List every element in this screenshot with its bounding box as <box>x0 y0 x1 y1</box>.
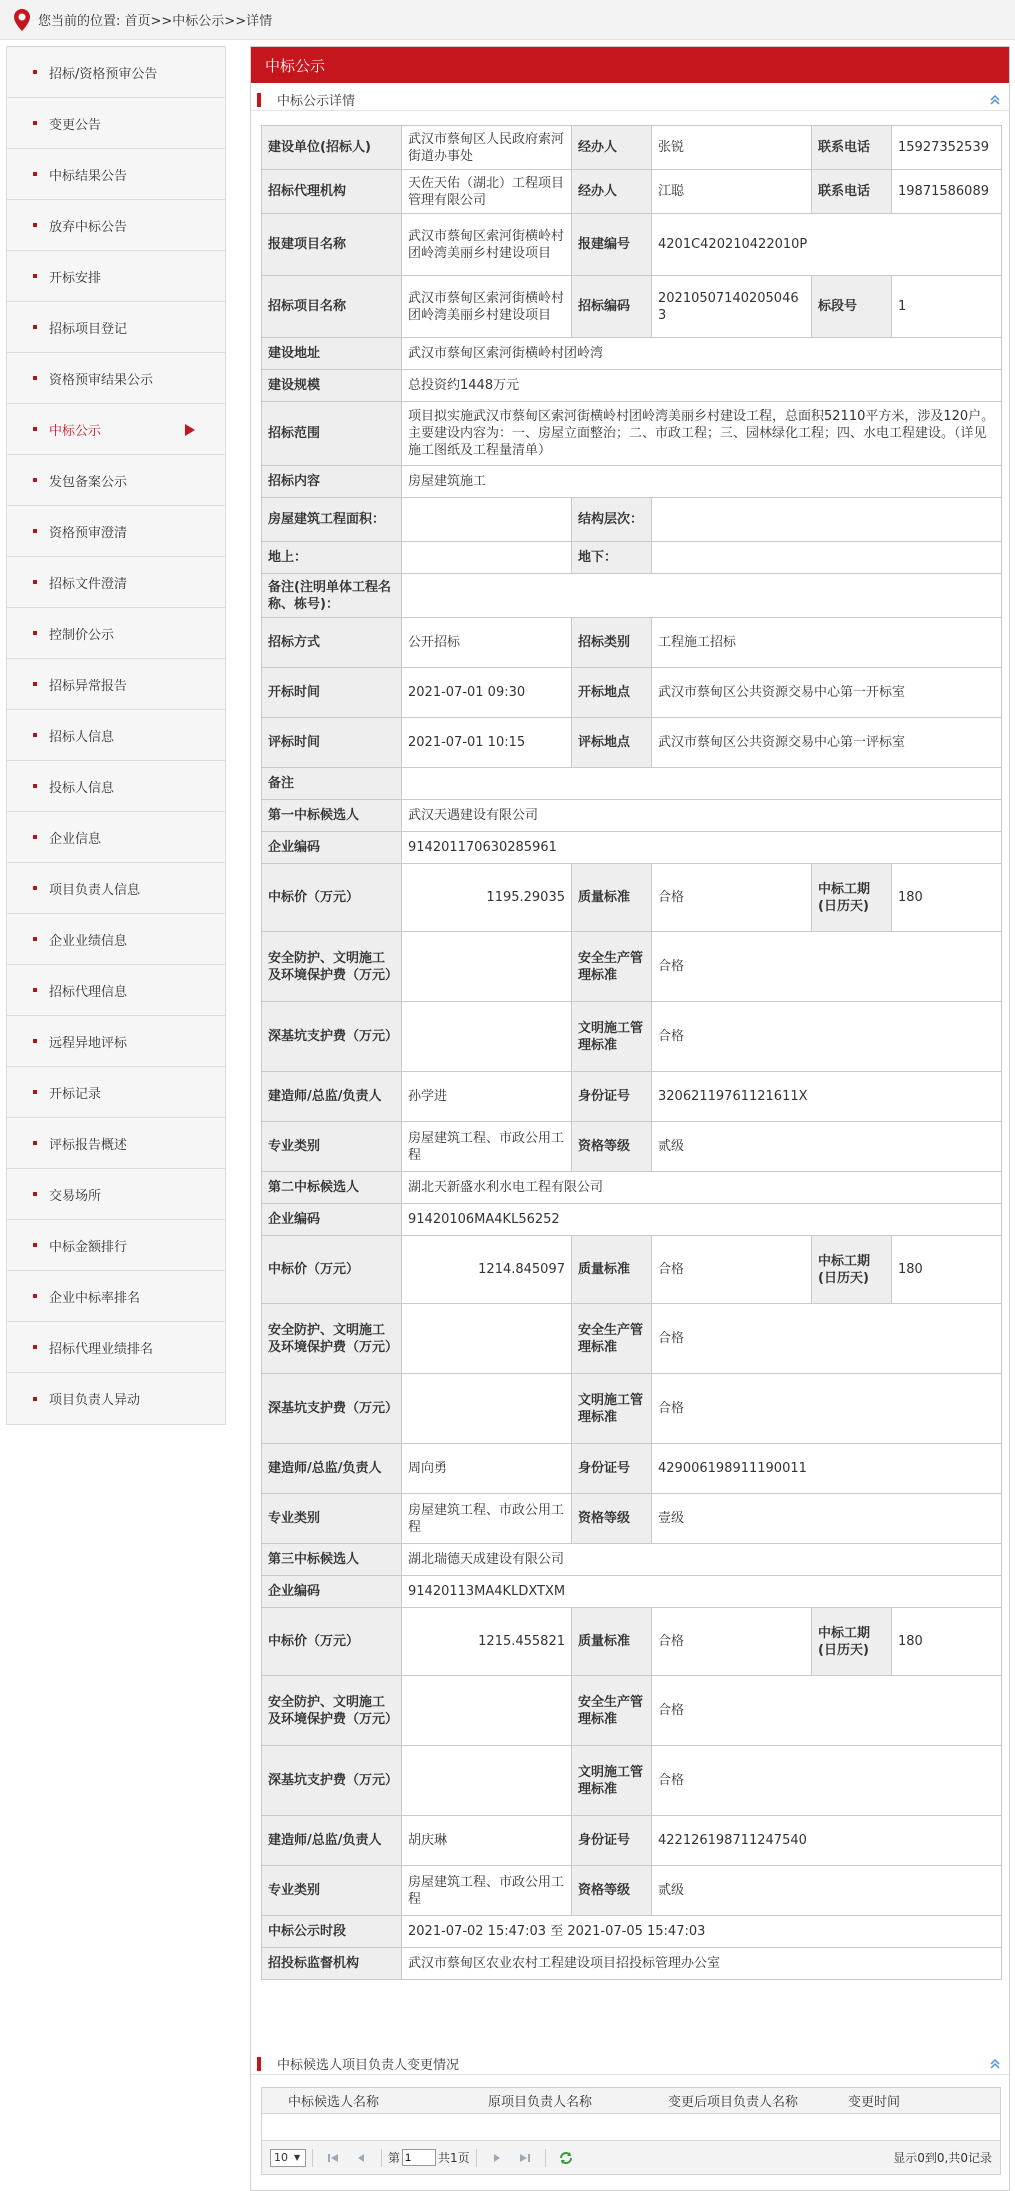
table-row <box>262 1002 1002 1072</box>
field-label: 身份证号 <box>572 1816 652 1866</box>
divider <box>381 2149 382 2167</box>
pagination-bar <box>262 2140 1000 2174</box>
field-value: 湖北天新盛水利水电工程有限公司 <box>402 1172 1002 1204</box>
field-value <box>402 542 572 574</box>
field-label: 中标工期(日历天) <box>812 1608 892 1676</box>
field-label: 标段号 <box>812 276 892 338</box>
field-label: 企业编码 <box>262 832 402 864</box>
field-value: 武汉市蔡甸区农业农村工程建设项目招投标管理办公室 <box>402 1948 1002 1980</box>
page-size-value: 10 <box>274 2151 288 2164</box>
field-value: 1214.845097 <box>402 1236 572 1304</box>
field-label: 身份证号 <box>572 1444 652 1494</box>
sidebar-item-label: 资格预审结果公示 <box>49 372 154 388</box>
field-label: 专业类别 <box>262 1494 402 1544</box>
collapse-chevron-icon[interactable] <box>989 94 1001 106</box>
field-label: 建设地址 <box>262 338 402 370</box>
field-label: 招投标监督机构 <box>262 1948 402 1980</box>
record-summary: 显示0到0,共0记录 <box>893 2151 992 2165</box>
table-row <box>262 1948 1002 1980</box>
field-value: 江聪 <box>652 170 812 214</box>
sidebar-item-label: 招标项目登记 <box>49 321 128 337</box>
table-row <box>262 718 1002 768</box>
field-label: 建设规模 <box>262 370 402 402</box>
sidebar-item-label: 企业信息 <box>49 831 102 847</box>
sidebar-item[interactable] <box>7 710 225 761</box>
field-label: 招标方式 <box>262 618 402 668</box>
field-label: 结构层次： <box>572 498 652 542</box>
table-row <box>262 1304 1002 1374</box>
table-row <box>262 214 1002 276</box>
detail-table <box>261 125 1002 1980</box>
field-value: 合格 <box>652 1746 1002 1816</box>
table-row <box>262 1494 1002 1544</box>
refresh-icon[interactable] <box>558 2150 574 2166</box>
bullet-icon <box>33 1090 37 1094</box>
bullet-icon <box>33 1345 37 1349</box>
table-row <box>262 402 1002 466</box>
sidebar-item-label: 投标人信息 <box>49 780 115 796</box>
bullet-icon <box>33 733 37 737</box>
table-row <box>262 1746 1002 1816</box>
field-value: 4201C420210422010P <box>652 214 1002 276</box>
bullet-icon <box>33 478 37 482</box>
page-title: 中标公示 <box>251 47 1009 83</box>
sidebar-item[interactable] <box>7 1169 225 1220</box>
field-label: 建造师/总监/负责人 <box>262 1444 402 1494</box>
sidebar-item-label: 发包备案公示 <box>49 474 128 490</box>
field-value <box>402 1374 572 1444</box>
field-value: 202105071402050463 <box>652 276 812 338</box>
field-value: 91420106MA4KL56252 <box>402 1204 1002 1236</box>
field-label: 备注 <box>262 768 402 800</box>
field-label: 报建编号 <box>572 214 652 276</box>
table-row <box>262 542 1002 574</box>
sidebar-item[interactable] <box>7 1067 225 1118</box>
sidebar-item-label: 企业中标率排名 <box>49 1290 141 1306</box>
field-label: 开标时间 <box>262 668 402 718</box>
field-value: 180 <box>892 1236 1002 1304</box>
bullet-icon <box>33 580 37 584</box>
table-row <box>262 276 1002 338</box>
field-value: 武汉市蔡甸区公共资源交易中心第一评标室 <box>652 718 1002 768</box>
table-row <box>262 1236 1002 1304</box>
table-row <box>262 800 1002 832</box>
sidebar-item-label: 招标代理信息 <box>49 984 128 1000</box>
sidebar-item-label: 远程异地评标 <box>49 1035 128 1051</box>
sidebar-item-label: 放弃中标公告 <box>49 219 128 235</box>
table-row <box>262 1916 1002 1948</box>
bullet-icon <box>33 1294 37 1298</box>
column-header: 变更后项目负责人名称 <box>668 2095 799 2110</box>
table-row <box>262 574 1002 618</box>
field-value: 武汉天遇建设有限公司 <box>402 800 1002 832</box>
field-value: 房屋建筑工程、市政公用工程 <box>402 1122 572 1172</box>
field-label: 安全防护、文明施工及环境保护费（万元） <box>262 1676 402 1746</box>
field-value <box>402 1746 572 1816</box>
field-value: 张锐 <box>652 126 812 170</box>
field-value: 合格 <box>652 1374 1002 1444</box>
sidebar-item[interactable] <box>7 863 225 914</box>
field-label: 中标价（万元） <box>262 864 402 932</box>
field-label: 文明施工管理标准 <box>572 1746 652 1816</box>
bullet-icon <box>33 988 37 992</box>
sidebar-item[interactable] <box>7 965 225 1016</box>
field-value: 合格 <box>652 1608 812 1676</box>
field-label: 安全生产管理标准 <box>572 1676 652 1746</box>
field-value: 贰级 <box>652 1866 1002 1916</box>
field-value <box>652 542 1002 574</box>
main-panel <box>250 46 1010 2191</box>
column-header: 中标候选人名称 <box>288 2095 380 2110</box>
column-header: 原项目负责人名称 <box>488 2095 593 2110</box>
field-label: 质量标准 <box>572 1608 652 1676</box>
sidebar-item-label: 开标记录 <box>49 1086 102 1102</box>
field-label: 招标内容 <box>262 466 402 498</box>
field-label: 招标代理机构 <box>262 170 402 214</box>
field-value: 2021-07-01 09:30 <box>402 668 572 718</box>
sidebar-item[interactable] <box>7 404 225 455</box>
table-row <box>262 932 1002 1002</box>
field-value: 1 <box>892 276 1002 338</box>
bullet-icon <box>33 172 37 176</box>
field-value <box>652 498 1002 542</box>
table-row <box>262 618 1002 668</box>
column-header: 变更时间 <box>848 2095 901 2110</box>
field-value: 91420113MA4KLDXTXM <box>402 1576 1002 1608</box>
table-row <box>262 1204 1002 1236</box>
table-row <box>262 370 1002 402</box>
sidebar-item-label: 评标报告概述 <box>49 1137 128 1153</box>
table-row <box>262 1816 1002 1866</box>
sidebar-item-label: 项目负责人信息 <box>49 882 141 898</box>
field-label: 专业类别 <box>262 1122 402 1172</box>
field-value <box>402 1002 572 1072</box>
section-header-detail <box>251 89 1009 111</box>
field-label: 身份证号 <box>572 1072 652 1122</box>
location-pin-icon <box>12 8 32 32</box>
field-value: 2021-07-02 15:47:03 至 2021-07-05 15:47:03 <box>402 1916 1002 1948</box>
collapse-chevron-icon[interactable] <box>989 2058 1001 2070</box>
divider <box>312 2149 313 2167</box>
field-value <box>402 574 1002 618</box>
field-value: 合格 <box>652 1676 1002 1746</box>
field-value: 湖北瑞德天成建设有限公司 <box>402 1544 1002 1576</box>
table-row <box>262 1444 1002 1494</box>
breadcrumb <box>0 0 1015 40</box>
bullet-icon <box>33 631 37 635</box>
field-value: 工程施工招标 <box>652 618 1002 668</box>
field-value: 孙学进 <box>402 1072 572 1122</box>
table-row <box>262 832 1002 864</box>
field-value: 胡庆琳 <box>402 1816 572 1866</box>
field-label: 建造师/总监/负责人 <box>262 1816 402 1866</box>
field-label: 安全防护、文明施工及环境保护费（万元） <box>262 1304 402 1374</box>
table-row <box>262 864 1002 932</box>
field-label: 资格等级 <box>572 1494 652 1544</box>
field-value: 武汉市蔡甸区人民政府索河街道办事处 <box>402 126 572 170</box>
page-total: 共1页 <box>438 2151 470 2165</box>
sidebar-item-label: 中标公示 <box>49 423 102 439</box>
sidebar-item-label: 招标异常报告 <box>49 678 128 694</box>
field-value: 1195.29035 <box>402 864 572 932</box>
section-marker <box>257 93 261 107</box>
field-label: 资格等级 <box>572 1122 652 1172</box>
field-label: 中标工期(日历天) <box>812 864 892 932</box>
section-title: 中标公示详情 <box>277 94 356 109</box>
table-row <box>262 1608 1002 1676</box>
bullet-icon <box>33 529 37 533</box>
field-label: 质量标准 <box>572 1236 652 1304</box>
field-label: 招标编码 <box>572 276 652 338</box>
field-value: 合格 <box>652 1002 1002 1072</box>
field-label: 文明施工管理标准 <box>572 1002 652 1072</box>
table-row <box>262 126 1002 170</box>
field-label: 第一中标候选人 <box>262 800 402 832</box>
table-row <box>262 1676 1002 1746</box>
field-value: 武汉市蔡甸区索河街横岭村团岭湾 <box>402 338 1002 370</box>
sidebar-item[interactable] <box>7 1016 225 1067</box>
field-value: 15927352539 <box>892 126 1002 170</box>
field-label: 深基坑支护费（万元） <box>262 1746 402 1816</box>
table-row <box>262 1576 1002 1608</box>
sidebar-item-label: 招标/资格预审公告 <box>49 66 158 82</box>
sidebar <box>6 46 226 1425</box>
sidebar-item-label: 中标结果公告 <box>49 168 128 184</box>
field-label: 企业编码 <box>262 1204 402 1236</box>
field-label: 联系电话 <box>812 170 892 214</box>
table-row <box>262 498 1002 542</box>
field-label: 招标项目名称 <box>262 276 402 338</box>
sidebar-item[interactable] <box>7 659 225 710</box>
last-page-icon[interactable] <box>517 2150 533 2166</box>
bullet-icon <box>33 274 37 278</box>
change-table <box>261 2087 1001 2175</box>
bullet-icon <box>33 1192 37 1196</box>
sidebar-item[interactable] <box>7 98 225 149</box>
table-row <box>262 1072 1002 1122</box>
field-label: 安全生产管理标准 <box>572 1304 652 1374</box>
sidebar-item[interactable] <box>7 557 225 608</box>
sidebar-item-label: 交易场所 <box>49 1188 102 1204</box>
divider <box>545 2149 546 2167</box>
dropdown-arrow-icon: ▼ <box>294 2153 301 2162</box>
field-value: 180 <box>892 864 1002 932</box>
bullet-icon <box>33 1243 37 1247</box>
field-value: 1215.455821 <box>402 1608 572 1676</box>
field-value: 合格 <box>652 1304 1002 1374</box>
field-value: 壹级 <box>652 1494 1002 1544</box>
change-section <box>251 2053 1009 2075</box>
field-value: 房屋建筑施工 <box>402 466 1002 498</box>
table-row <box>262 466 1002 498</box>
field-value: 武汉市蔡甸区索河街横岭村团岭湾美丽乡村建设项目 <box>402 214 572 276</box>
sidebar-item[interactable] <box>7 47 225 98</box>
sidebar-item[interactable] <box>7 812 225 863</box>
table-row <box>262 170 1002 214</box>
field-label: 经办人 <box>572 170 652 214</box>
field-label: 中标工期(日历天) <box>812 1236 892 1304</box>
sidebar-item[interactable] <box>7 1322 225 1373</box>
field-label: 文明施工管理标准 <box>572 1374 652 1444</box>
next-page-icon[interactable] <box>489 2150 505 2166</box>
field-label: 评标地点 <box>572 718 652 768</box>
first-page-icon[interactable] <box>325 2150 341 2166</box>
table-row <box>262 668 1002 718</box>
bullet-icon <box>33 1039 37 1043</box>
sidebar-item-label: 中标金额排行 <box>49 1239 128 1255</box>
active-arrow-icon <box>185 424 195 436</box>
sidebar-item[interactable] <box>7 914 225 965</box>
field-label: 房屋建筑工程面积： <box>262 498 402 542</box>
breadcrumb-text: 您当前的位置: 首页>>中标公示>>详情 <box>38 14 273 29</box>
divider <box>476 2149 477 2167</box>
field-value: 天佐天佑（湖北）工程项目管理有限公司 <box>402 170 572 214</box>
bullet-icon <box>33 70 37 74</box>
table-row <box>262 1172 1002 1204</box>
field-value: 武汉市蔡甸区索河街横岭村团岭湾美丽乡村建设项目 <box>402 276 572 338</box>
field-value: 合格 <box>652 864 812 932</box>
field-value <box>402 768 1002 800</box>
field-label: 深基坑支护费（万元） <box>262 1002 402 1072</box>
sidebar-item[interactable] <box>7 302 225 353</box>
field-value: 422126198711247540 <box>652 1816 1002 1866</box>
sidebar-item[interactable] <box>7 1373 225 1424</box>
field-label: 招标范围 <box>262 402 402 466</box>
sidebar-item-label: 开标安排 <box>49 270 102 286</box>
field-value: 2021-07-01 10:15 <box>402 718 572 768</box>
section-header-change <box>251 2053 1009 2075</box>
table-row <box>262 1544 1002 1576</box>
field-label: 招标类别 <box>572 618 652 668</box>
bullet-icon <box>33 427 37 431</box>
field-value <box>402 1676 572 1746</box>
bullet-icon <box>33 784 37 788</box>
sidebar-item[interactable] <box>7 608 225 659</box>
table-row <box>262 1866 1002 1916</box>
bullet-icon <box>33 223 37 227</box>
field-value: 周向勇 <box>402 1444 572 1494</box>
field-label: 报建项目名称 <box>262 214 402 276</box>
sidebar-item-label: 招标代理业绩排名 <box>49 1341 154 1357</box>
field-label: 建造师/总监/负责人 <box>262 1072 402 1122</box>
field-value <box>402 498 572 542</box>
field-label: 经办人 <box>572 126 652 170</box>
field-label: 评标时间 <box>262 718 402 768</box>
field-value: 合格 <box>652 1236 812 1304</box>
field-label: 地上： <box>262 542 402 574</box>
table-row <box>262 768 1002 800</box>
field-label: 第二中标候选人 <box>262 1172 402 1204</box>
sidebar-item-label: 资格预审澄清 <box>49 525 128 541</box>
field-label: 联系电话 <box>812 126 892 170</box>
field-label: 第三中标候选人 <box>262 1544 402 1576</box>
bullet-icon <box>33 1141 37 1145</box>
table-header <box>262 2088 1000 2114</box>
field-value: 房屋建筑工程、市政公用工程 <box>402 1866 572 1916</box>
field-value: 项目拟实施武汉市蔡甸区索河街横岭村团岭湾美丽乡村建设工程，总面积52110平方米，涉及120户。主要建设内容为：一、房屋立面整治；二、市政工程；三、园林绿化工程；四、水电工程建设。（详见施工图纸及工程量清单） <box>402 402 1002 466</box>
table-row <box>262 1122 1002 1172</box>
field-label: 中标价（万元） <box>262 1236 402 1304</box>
sidebar-item-label: 招标文件澄清 <box>49 576 128 592</box>
field-label: 地下： <box>572 542 652 574</box>
sidebar-item-label: 招标人信息 <box>49 729 115 745</box>
field-value <box>402 932 572 1002</box>
bullet-icon <box>33 325 37 329</box>
table-row <box>262 338 1002 370</box>
field-value: 19871586089 <box>892 170 1002 214</box>
sidebar-item[interactable] <box>7 1271 225 1322</box>
bullet-icon <box>33 376 37 380</box>
field-value: 32062119761121611X <box>652 1072 1002 1122</box>
field-value: 180 <box>892 1608 1002 1676</box>
field-label: 深基坑支护费（万元） <box>262 1374 402 1444</box>
sidebar-item[interactable] <box>7 761 225 812</box>
sidebar-item[interactable] <box>7 251 225 302</box>
bullet-icon <box>33 121 37 125</box>
sidebar-item[interactable] <box>7 200 225 251</box>
field-value: 武汉市蔡甸区公共资源交易中心第一开标室 <box>652 668 1002 718</box>
field-value: 总投资约1448万元 <box>402 370 1002 402</box>
field-label: 中标价（万元） <box>262 1608 402 1676</box>
section-marker <box>257 2057 261 2071</box>
field-label: 备注(注明单体工程名称、栋号)： <box>262 574 402 618</box>
field-value: 914201170630285961 <box>402 832 1002 864</box>
bullet-icon <box>33 835 37 839</box>
sidebar-item[interactable] <box>7 1118 225 1169</box>
field-label: 质量标准 <box>572 864 652 932</box>
page-size-select[interactable] <box>270 2149 306 2167</box>
field-value <box>402 1304 572 1374</box>
bullet-icon <box>33 1397 37 1401</box>
section-title: 中标候选人项目负责人变更情况 <box>277 2058 460 2073</box>
field-label: 资格等级 <box>572 1866 652 1916</box>
sidebar-item[interactable] <box>7 455 225 506</box>
sidebar-item-label: 企业业绩信息 <box>49 933 128 949</box>
field-value: 公开招标 <box>402 618 572 668</box>
bullet-icon <box>33 682 37 686</box>
field-value: 贰级 <box>652 1122 1002 1172</box>
page-number-input[interactable] <box>402 2149 436 2166</box>
field-label: 中标公示时段 <box>262 1916 402 1948</box>
prev-page-icon[interactable] <box>353 2150 369 2166</box>
page-prefix: 第 <box>388 2151 401 2165</box>
sidebar-item-label: 变更公告 <box>49 117 102 133</box>
field-label: 安全生产管理标准 <box>572 932 652 1002</box>
table-row <box>262 1374 1002 1444</box>
field-label: 安全防护、文明施工及环境保护费（万元） <box>262 932 402 1002</box>
field-label: 企业编码 <box>262 1576 402 1608</box>
sidebar-item[interactable] <box>7 149 225 200</box>
field-label: 开标地点 <box>572 668 652 718</box>
sidebar-item[interactable] <box>7 1220 225 1271</box>
field-value: 合格 <box>652 932 1002 1002</box>
sidebar-item-label: 项目负责人异动 <box>49 1393 141 1408</box>
bullet-icon <box>33 886 37 890</box>
sidebar-item[interactable] <box>7 506 225 557</box>
field-label: 专业类别 <box>262 1866 402 1916</box>
bullet-icon <box>33 937 37 941</box>
field-label: 建设单位(招标人) <box>262 126 402 170</box>
field-value: 429006198911190011 <box>652 1444 1002 1494</box>
sidebar-item-label: 控制价公示 <box>49 627 115 643</box>
field-value: 房屋建筑工程、市政公用工程 <box>402 1494 572 1544</box>
sidebar-item[interactable] <box>7 353 225 404</box>
